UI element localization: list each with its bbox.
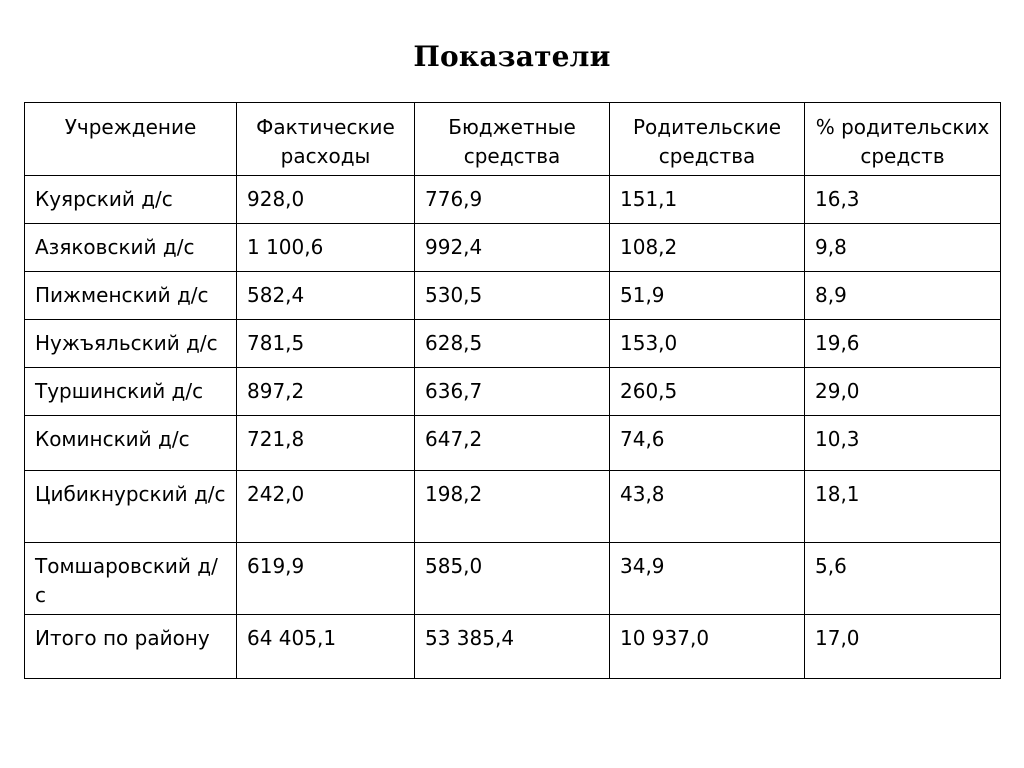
table-row <box>25 272 1001 320</box>
cell-parental-funds: 51,9 <box>610 272 805 320</box>
table-row <box>25 543 1001 615</box>
cell-actual-expenses: 242,0 <box>237 471 415 543</box>
column-header-actual-expenses: Фактические расходы <box>237 103 415 176</box>
cell-parental-percent: 5,6 <box>805 543 1001 615</box>
cell-parental-funds: 74,6 <box>610 416 805 471</box>
cell-actual-expenses: 582,4 <box>237 272 415 320</box>
cell-budget-funds: 647,2 <box>415 416 610 471</box>
table-header-row <box>25 103 1001 176</box>
cell-parental-funds: 43,8 <box>610 471 805 543</box>
page-title: Показатели <box>413 40 611 73</box>
cell-budget-funds: 198,2 <box>415 471 610 543</box>
cell-parental-percent: 9,8 <box>805 224 1001 272</box>
cell-parental-funds: 34,9 <box>610 543 805 615</box>
cell-parental-percent: 17,0 <box>805 615 1001 679</box>
cell-budget-funds: 53 385,4 <box>415 615 610 679</box>
cell-parental-percent: 16,3 <box>805 176 1001 224</box>
cell-budget-funds: 636,7 <box>415 368 610 416</box>
cell-actual-expenses: 928,0 <box>237 176 415 224</box>
cell-institution: Цибикнурский д/с <box>25 471 237 543</box>
cell-budget-funds: 628,5 <box>415 320 610 368</box>
cell-institution: Туршинский д/с <box>25 368 237 416</box>
table-row <box>25 224 1001 272</box>
cell-institution: Коминский д/с <box>25 416 237 471</box>
cell-budget-funds: 585,0 <box>415 543 610 615</box>
cell-institution: Пижменский д/с <box>25 272 237 320</box>
cell-actual-expenses: 619,9 <box>237 543 415 615</box>
cell-budget-funds: 776,9 <box>415 176 610 224</box>
column-header-budget-funds: Бюджетные средства <box>415 103 610 176</box>
cell-parental-funds: 10 937,0 <box>610 615 805 679</box>
cell-institution: Нужъяльский д/с <box>25 320 237 368</box>
cell-parental-funds: 153,0 <box>610 320 805 368</box>
column-header-parental-funds: Родительские средства <box>610 103 805 176</box>
cell-parental-percent: 19,6 <box>805 320 1001 368</box>
cell-actual-expenses: 1 100,6 <box>237 224 415 272</box>
cell-parental-funds: 260,5 <box>610 368 805 416</box>
table-row <box>25 176 1001 224</box>
cell-actual-expenses: 781,5 <box>237 320 415 368</box>
indicators-table <box>24 102 1001 679</box>
cell-parental-percent: 29,0 <box>805 368 1001 416</box>
cell-budget-funds: 992,4 <box>415 224 610 272</box>
table-total-row <box>25 615 1001 679</box>
table-row <box>25 320 1001 368</box>
cell-parental-percent: 8,9 <box>805 272 1001 320</box>
table-row <box>25 471 1001 543</box>
cell-institution: Итого по району <box>25 615 237 679</box>
cell-institution: Куярский д/с <box>25 176 237 224</box>
cell-parental-percent: 18,1 <box>805 471 1001 543</box>
cell-parental-funds: 151,1 <box>610 176 805 224</box>
cell-budget-funds: 530,5 <box>415 272 610 320</box>
table-row <box>25 416 1001 471</box>
cell-parental-funds: 108,2 <box>610 224 805 272</box>
cell-actual-expenses: 721,8 <box>237 416 415 471</box>
column-header-institution: Учреждение <box>25 103 237 176</box>
cell-institution: Азяковский д/с <box>25 224 237 272</box>
cell-actual-expenses: 897,2 <box>237 368 415 416</box>
column-header-parental-percent: % родительских средств <box>805 103 1001 176</box>
cell-actual-expenses: 64 405,1 <box>237 615 415 679</box>
table-row <box>25 368 1001 416</box>
cell-parental-percent: 10,3 <box>805 416 1001 471</box>
cell-institution: Томшаровский д/с <box>25 543 237 615</box>
